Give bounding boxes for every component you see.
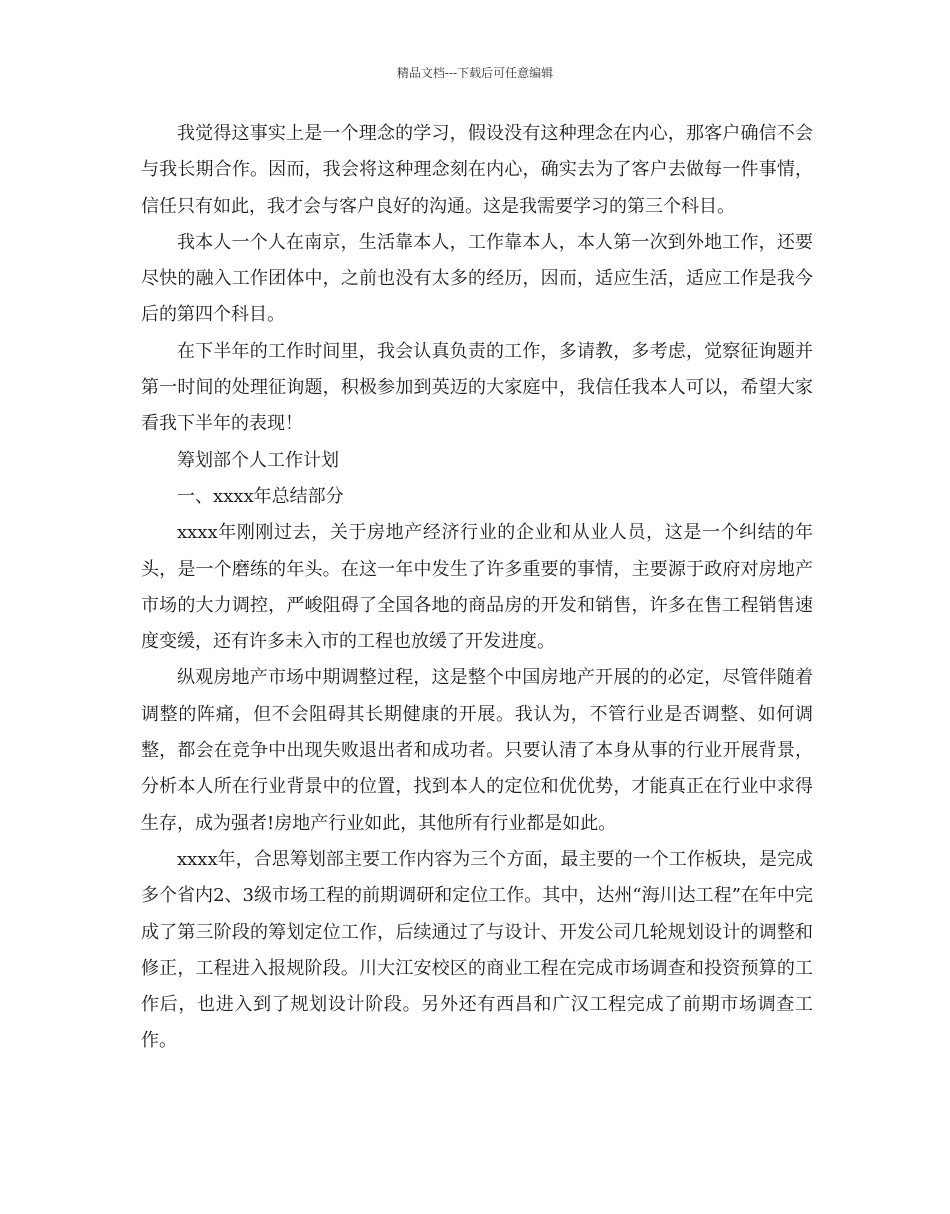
subsection-title: 一、xxxx年总结部分 — [177, 485, 344, 507]
page-header: 精品文档---下载后可任意编辑 — [396, 66, 554, 80]
paragraph-market-adjustment: 纵观房地产市场中期调整过程，这是整个中国房地产开展的的必定，尽管伴随着调整的阵痛，但不会阻碍其长期健康的开展。我认为，不管行业是否调整、如何调整，都会在竞争中出现失败退出者和成功者。只要认清了本身从事的行业开展背景，分析本人所在行业背景中的位置，找到本人的定位和优优势，才能真正在行业中求得生存，成为强者!房地产行业如此，其他所有行业都是如此。 — [141, 667, 813, 834]
paragraph-year-review: xxxx年刚刚过去，关于房地产经济行业的企业和从业人员，这是一个纠结的年头，是一个磨练的年头。在这一年中发生了许多重要的事情，主要源于政府对房地产市场的大力调控，严峻阻碍了全国各地的商品房的开发和销售，许多在售工程销售速度变缓，还有许多未入市的工程也放缓了开发进度。 — [141, 522, 813, 653]
paragraph-learning-concept: 我觉得这事实上是一个理念的学习，假设没有这种理念在内心，那客户确信不会与我长期合作。因而，我会将这种理念刻在内心，确实去为了客户去做每一件事情，信任只有如此，我才会与客户良好的沟通。这是我需要学习的第三个科目。 — [141, 123, 813, 217]
document-body — [141, 116, 813, 1060]
paragraph-department-work: xxxx年，合思筹划部主要工作内容为三个方面，最主要的一个工作板块，是完成多个省内2、3级市场工程的前期调研和定位工作。其中，达州“海川达工程”在年中完成了第三阶段的筹划定位工作，后续通过了与设计、开发公司几轮规划设计的调整和修正，工程进入报规阶段。川大江安校区的商业工程在完成市场调查和投资预算的工作后，也进入到了规划设计阶段。另外还有西昌和广汉工程完成了前期市场调查工作。 — [141, 848, 813, 1052]
section-title: 筹划部个人工作计划 — [177, 449, 339, 471]
paragraph-nanjing-adaptation: 我本人一个人在南京，生活靠本人，工作靠本人，本人第一次到外地工作，还要尽快的融入工作团体中，之前也没有太多的经历，因而，适应生活，适应工作是我今后的第四个科目。 — [141, 231, 813, 326]
paragraph-second-half-plan: 在下半年的工作时间里，我会认真负责的工作，多请教，多考虑，觉察征询题并第一时间的处理征询题，积极参加到英迈的大家庭中，我信任我本人可以，希望大家看我下半年的表现！ — [141, 340, 813, 435]
